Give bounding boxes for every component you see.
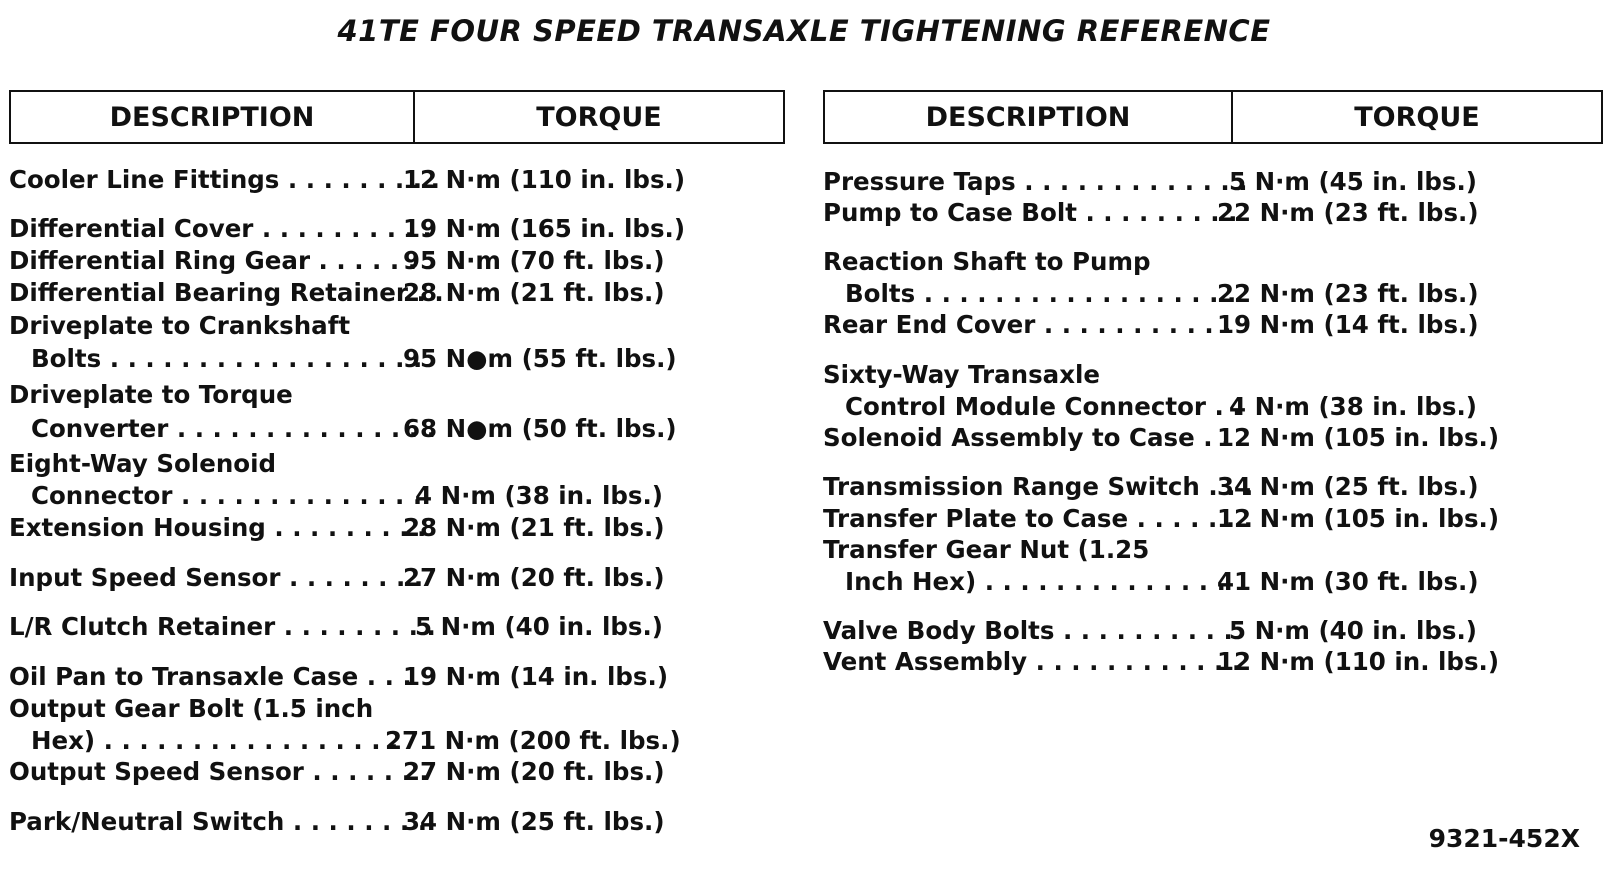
row-description: Reaction Shaft to Pump	[823, 247, 1151, 276]
table-row	[9, 343, 677, 375]
row-description: Input Speed Sensor . . . . . . . .	[9, 563, 424, 592]
table-row	[9, 611, 663, 643]
row-description: Driveplate to Torque	[9, 380, 293, 409]
row-torque: 4 N·m (38 in. lbs.)	[1229, 392, 1477, 421]
table-row	[9, 512, 665, 544]
table-row	[823, 359, 1100, 391]
row-description: Vent Assembly . . . . . . . . . . . .	[823, 647, 1242, 676]
row-torque: 19 N·m (14 ft. lbs.)	[1217, 310, 1479, 339]
row-torque: 22 N·m (23 ft. lbs.)	[1217, 279, 1479, 308]
row-description: Control Module Connector . .	[845, 392, 1242, 421]
table-row	[823, 166, 1477, 198]
table-row	[9, 213, 686, 245]
row-torque: 5 N·m (40 in. lbs.)	[415, 612, 663, 641]
torque-header: TORQUE	[1354, 101, 1480, 133]
row-torque: 34 N·m (25 ft. lbs.)	[1217, 472, 1479, 501]
row-torque: 27 N·m (20 ft. lbs.)	[403, 757, 665, 786]
table-row	[9, 562, 665, 594]
table-row	[823, 278, 1479, 310]
row-torque: 41 N·m (30 ft. lbs.)	[1217, 567, 1479, 596]
row-description: Bolts . . . . . . . . . . . . . . . . . .	[31, 344, 423, 373]
table-row	[9, 164, 686, 196]
table-row	[823, 471, 1479, 503]
row-description: Driveplate to Crankshaft	[9, 311, 351, 340]
table-row	[823, 615, 1477, 647]
row-description: Output Gear Bolt (1.5 inch	[9, 694, 374, 723]
torque-header: TORQUE	[536, 101, 662, 133]
row-torque: 4 N·m (38 in. lbs.)	[415, 481, 663, 510]
row-torque: 22 N·m (23 ft. lbs.)	[1217, 198, 1479, 227]
table-row	[9, 379, 293, 411]
table-row	[823, 309, 1479, 341]
row-description: Extension Housing . . . . . . . . .	[9, 513, 427, 542]
row-description: Differential Bearing Retainer . .	[9, 278, 444, 307]
row-description: Rear End Cover . . . . . . . . . . .	[823, 310, 1232, 339]
row-torque: 34 N·m (25 ft. lbs.)	[403, 807, 665, 836]
row-torque: 12 N·m (110 in. lbs.)	[1217, 647, 1500, 676]
table-row	[9, 756, 665, 788]
left-torque-table	[9, 90, 785, 836]
table-row	[823, 646, 1500, 678]
row-torque: 5 N·m (45 in. lbs.)	[1229, 167, 1477, 196]
table-row	[823, 246, 1151, 278]
row-torque: 271 N·m (200 ft. lbs.)	[385, 726, 681, 755]
table-row	[9, 413, 677, 445]
row-description: Transfer Plate to Case . . . . . . .	[823, 504, 1253, 533]
table-row	[823, 534, 1149, 566]
table-row	[9, 661, 669, 693]
row-description: Bolts . . . . . . . . . . . . . . . . . .	[845, 279, 1237, 308]
row-description: Park/Neutral Switch . . . . . . . .	[9, 807, 428, 836]
row-description: Inch Hex) . . . . . . . . . . . . . .	[845, 567, 1226, 596]
description-header: DESCRIPTION	[825, 92, 1233, 142]
row-torque: 68 N●m (50 ft. lbs.)	[403, 414, 677, 443]
row-description: Converter . . . . . . . . . . . . . . .	[31, 414, 436, 443]
row-description: Differential Cover . . . . . . . . . .	[9, 214, 432, 243]
row-torque: 5 N·m (40 in. lbs.)	[1229, 616, 1477, 645]
table-row	[823, 422, 1500, 454]
table-row	[9, 725, 681, 757]
row-description: Oil Pan to Transaxle Case . . .	[9, 662, 412, 691]
description-header: DESCRIPTION	[11, 92, 415, 142]
row-description: Solenoid Assembly to Case . .	[823, 423, 1231, 452]
row-description: Pump to Case Bolt . . . . . . . . .	[823, 198, 1238, 227]
row-torque: 19 N·m (14 in. lbs.)	[403, 662, 669, 691]
row-description: Cooler Line Fittings . . . . . . . . .	[9, 165, 440, 194]
row-description: L/R Clutch Retainer . . . . . . . . .	[9, 612, 436, 641]
row-description: Valve Body Bolts . . . . . . . . . .	[823, 616, 1233, 645]
row-description: Eight-Way Solenoid	[9, 449, 277, 478]
row-torque: 12 N·m (105 in. lbs.)	[1217, 504, 1500, 533]
table-row	[9, 277, 665, 309]
row-description: Hex) . . . . . . . . . . . . . . . . .	[31, 726, 399, 755]
table-row	[823, 566, 1479, 598]
row-description: Transfer Gear Nut (1.25	[823, 535, 1150, 564]
row-torque: 12 N·m (105 in. lbs.)	[1217, 423, 1500, 452]
table-header	[823, 90, 1603, 144]
row-description: Pressure Taps . . . . . . . . . . . . .	[823, 167, 1248, 196]
table-row	[9, 448, 276, 480]
row-torque: 28 N·m (21 ft. lbs.)	[403, 278, 665, 307]
table-row	[823, 503, 1500, 535]
table-row	[9, 480, 663, 512]
table-row	[9, 693, 373, 725]
figure-number: 9321-452X	[1428, 824, 1580, 853]
row-description: Transmission Range Switch . . .	[823, 472, 1254, 501]
row-description: Sixty-Way Transaxle	[823, 360, 1101, 389]
table-row	[9, 806, 665, 838]
row-torque: 95 N●m (55 ft. lbs.)	[403, 344, 677, 373]
row-description: Output Speed Sensor . . . . . . .	[9, 757, 429, 786]
row-torque: 95 N·m (70 ft. lbs.)	[403, 246, 665, 275]
page-title: 41TE FOUR SPEED TRANSAXLE TIGHTENING REFERENCE	[337, 14, 1271, 48]
row-torque: 19 N·m (165 in. lbs.)	[403, 214, 686, 243]
right-torque-table	[823, 90, 1603, 676]
table-row	[823, 197, 1479, 229]
table-row	[9, 245, 665, 277]
row-description: Differential Ring Gear . . . . . .	[9, 246, 418, 275]
table-header	[9, 90, 785, 144]
row-torque: 28 N·m (21 ft. lbs.)	[403, 513, 665, 542]
row-description: Connector . . . . . . . . . . . . . .	[31, 481, 423, 510]
row-torque: 12 N·m (110 in. lbs.)	[403, 165, 686, 194]
table-row	[823, 391, 1477, 423]
table-row	[9, 310, 350, 342]
row-torque: 27 N·m (20 ft. lbs.)	[403, 563, 665, 592]
